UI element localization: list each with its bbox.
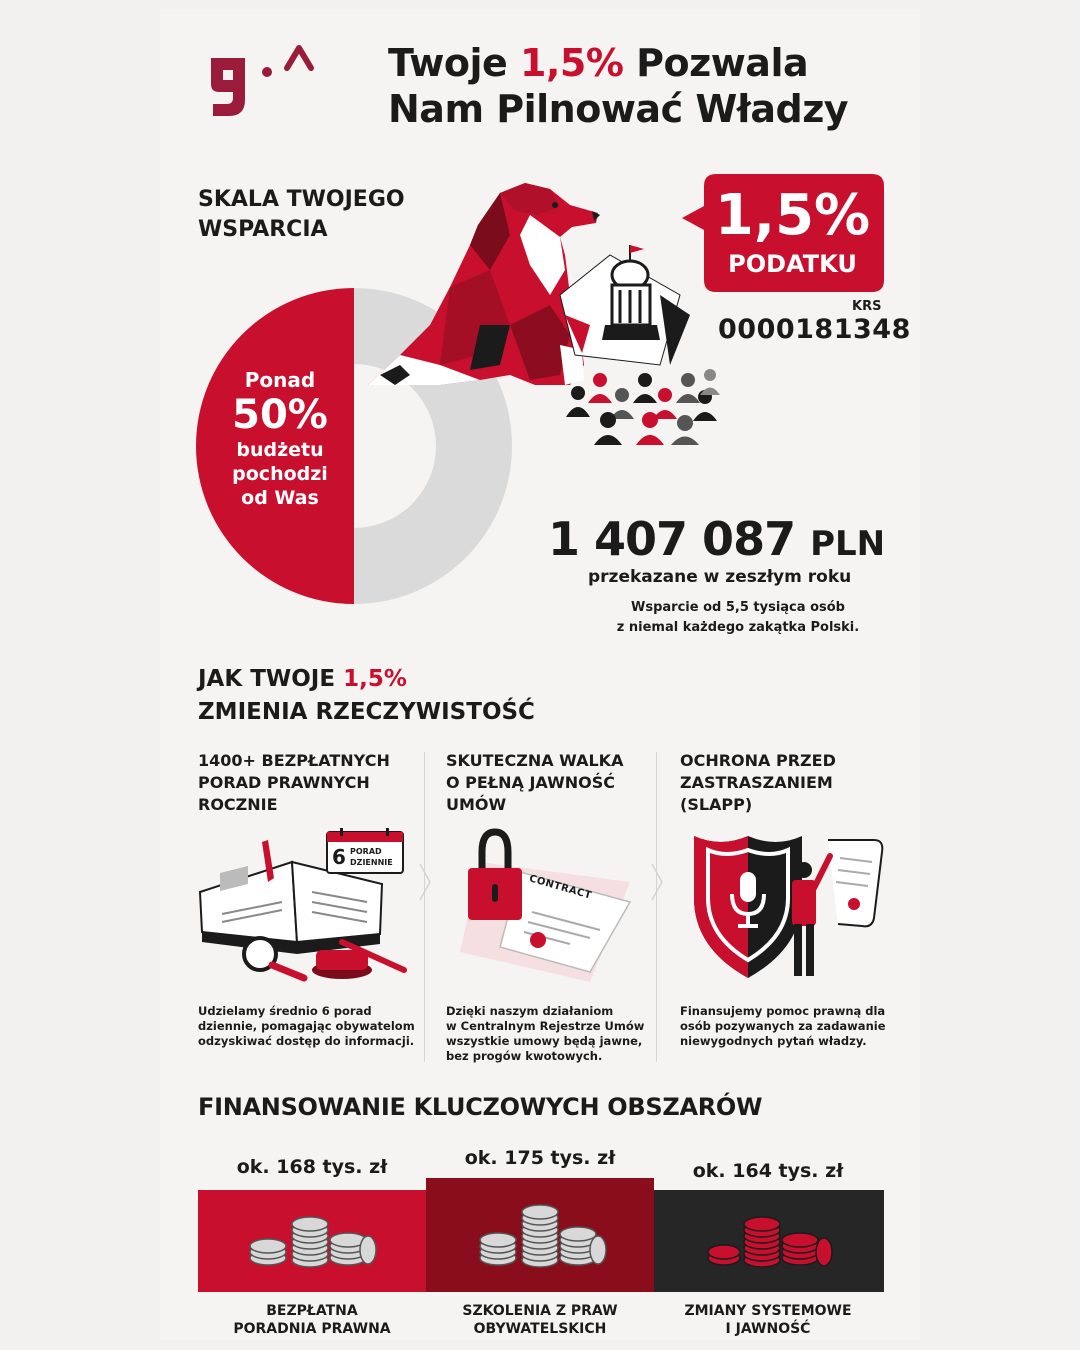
supporters-note-line: z niemal każdego zakątka Polski. [616, 620, 860, 635]
chevron-right-icon [418, 862, 432, 902]
funding-area-label [426, 1302, 654, 1338]
shield-protection-icon [688, 828, 888, 988]
funding-amount: ok. 164 tys. zł [692, 1160, 844, 1182]
column-title-line: UMÓW [446, 795, 507, 814]
pie-percentage: 50% [232, 392, 328, 438]
column-title-line: O PEŁNĄ JAWNOŚĆ [446, 773, 615, 792]
funding-area-label-line: I JAWNOŚĆ [725, 1321, 811, 1337]
title-part: Pozwala [623, 41, 809, 85]
column-text-line: wszystkie umowy będą jawne, [446, 1034, 643, 1048]
impact-heading-line: ZMIENIA RZECZYWISTOŚĆ [198, 699, 535, 725]
amount-total [548, 512, 885, 566]
amount-value: 1 407 087 [548, 512, 796, 566]
organization-logo [205, 40, 320, 125]
tax-percentage-label: PODATKU [728, 250, 857, 278]
pie-label-line: od Was [241, 487, 319, 509]
support-heading-line: SKALA TWOJEGO [198, 187, 405, 212]
title-part: Twoje [388, 41, 520, 85]
coins-stack-icon [700, 1200, 840, 1280]
krs-number: 0000181348 [718, 314, 911, 345]
coins-stack-icon [240, 1200, 380, 1280]
funding-area-label-line: OBYWATELSKICH [473, 1321, 607, 1337]
title-line-2: Nam Pilnować Władzy [388, 87, 849, 131]
calendar-caption-line: PORAD [350, 847, 382, 856]
amount-caption: przekazane w zeszłym roku [588, 567, 852, 587]
impact-column-text [446, 1004, 666, 1064]
impact-column-text [198, 1004, 418, 1049]
funding-area-label-line: SZKOLENIA Z PRAW [462, 1303, 618, 1319]
funding-amount: ok. 175 tys. zł [464, 1147, 616, 1169]
supporters-note-line: Wsparcie od 5,5 tysiąca osób [631, 600, 845, 615]
column-text-line: niewygodnych pytań władzy. [680, 1034, 867, 1048]
column-text-line: osób pozywanych za zadawanie [680, 1019, 886, 1033]
column-title-line: OCHRONA PRZED [680, 751, 836, 770]
dog-icon [368, 183, 600, 385]
tax-percentage-value: 1,5% [714, 183, 871, 248]
column-divider [424, 752, 425, 1062]
supporters-note [598, 598, 878, 638]
column-title-line: (SLAPP) [680, 795, 753, 814]
funding-area-label-line: BEZPŁATNA [266, 1303, 358, 1319]
crowd-icon [566, 369, 720, 445]
calendar-caption [350, 846, 393, 868]
impact-heading-part: JAK TWOJE [198, 666, 344, 692]
pie-label [215, 368, 345, 510]
column-text-line: w Centralnym Rejestrze Umów [446, 1019, 645, 1033]
column-title-line: ZASTRASZANIEM [680, 773, 833, 792]
title-highlight: 1,5% [520, 41, 624, 85]
column-text-line: Finansujemy pomoc prawną dla [680, 1004, 886, 1018]
column-title-line: PORAD PRAWNYCH [198, 773, 370, 792]
impact-column-title [680, 750, 890, 816]
pie-label-line: budżetu [236, 439, 324, 461]
krs-label: KRS [852, 299, 882, 314]
funding-heading: FINANSOWANIE KLUCZOWYCH OBSZARÓW [198, 1093, 763, 1121]
watchdog-illustration [360, 175, 730, 445]
padlock-contract-icon [440, 822, 640, 992]
funding-amount: ok. 168 tys. zł [236, 1156, 388, 1178]
impact-column-title [198, 750, 408, 816]
funding-area-label-line: ZMIANY SYSTEMOWE [684, 1303, 852, 1319]
column-text-line: Dzięki naszym działaniom [446, 1004, 614, 1018]
column-title-line: SKUTECZNA WALKA [446, 751, 624, 770]
government-building-icon [560, 245, 690, 365]
column-title-line: 1400+ BEZPŁATNYCH [198, 751, 390, 770]
impact-column-text [680, 1004, 900, 1049]
column-divider [656, 752, 657, 1062]
column-text-line: dziennie, pomagając obywatelom [198, 1019, 415, 1033]
funding-area-label [654, 1302, 882, 1338]
calendar-caption-line: DZIENNIE [350, 858, 393, 867]
calendar-number: 6 [332, 845, 346, 869]
column-text-line: odzyskiwać dostęp do informacji. [198, 1034, 415, 1048]
chevron-right-icon [650, 862, 664, 902]
column-text-line: bez progów kwotowych. [446, 1049, 603, 1063]
impact-heading [198, 663, 535, 729]
impact-column-title [446, 750, 656, 816]
contract-label: CONTRACT [527, 873, 593, 902]
pie-label-line: pochodzi [232, 463, 328, 485]
support-heading-line: WSPARCIA [198, 217, 328, 242]
pie-label-line: Ponad [244, 368, 316, 392]
page-title [388, 40, 848, 132]
impact-heading-highlight: 1,5% [343, 666, 407, 692]
amount-unit: PLN [810, 524, 886, 564]
funding-area-label [198, 1302, 426, 1338]
column-text-line: Udzielamy średnio 6 porad [198, 1004, 372, 1018]
coins-stack-icon [470, 1192, 610, 1280]
funding-area-label-line: PORADNIA PRAWNA [233, 1321, 391, 1337]
column-title-line: ROCZNIE [198, 795, 278, 814]
